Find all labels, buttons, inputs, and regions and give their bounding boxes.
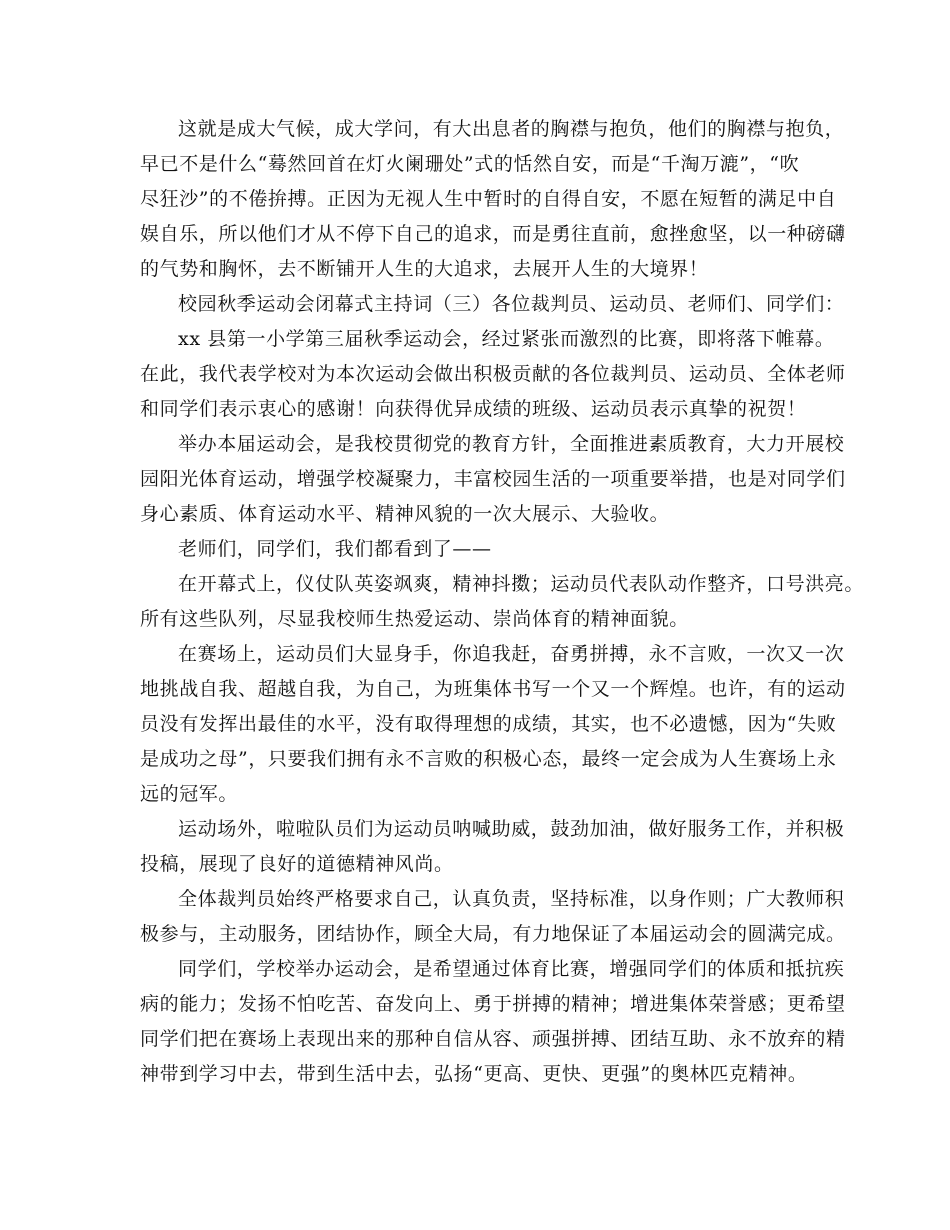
text-line: 在赛场上，运动员们大显身手，你追我赶，奋勇拼搏，永不言败，一次又一次 (178, 643, 845, 665)
paragraph-3 (140, 322, 846, 427)
text-line: 这就是成大气候，成大学问，有大出息者的胸襟与抱负，他们的胸襟与抱负， (178, 118, 845, 140)
text-line: 和同学们表示衷心的感谢！向获得优异成绩的班级、运动员表示真挚的祝贺！ (140, 398, 807, 420)
text-line: 同学们，学校举办运动会，是希望通过体育比赛，增强同学们的体质和抵抗疾 (178, 958, 845, 980)
text-line: 尽狂沙”的不倦拚搏。正因为无视人生中暂时的自得自安，不愿在短暂的满足中自 (140, 188, 837, 210)
text-line: 远的冠军。 (140, 783, 239, 805)
text-line: 员没有发挥出最佳的水平，没有取得理想的成绩，其实，也不必遗憾，因为“失败 (140, 713, 837, 735)
text-line: 早已不是什么“蓦然回首在灯火阑珊处”式的恬然自安，而是“千淘万漉”，“吹 (140, 153, 800, 175)
text-line: 校园秋季运动会闭幕式主持词（三）各位裁判员、运动员、老师们、同学们： (178, 293, 845, 315)
paragraph-8 (140, 812, 845, 882)
text-line: 运动场外，啦啦队员们为运动员呐喊助威，鼓劲加油，做好服务工作，并积极 (178, 818, 845, 840)
text-line: xx 县第一小学第三届秋季运动会，经过紧张而激烈的比赛，即将落下帷幕。 (178, 328, 835, 350)
text-line: 举办本届运动会，是我校贯彻党的教育方针，全面推进素质教育，大力开展校 (178, 433, 845, 455)
paragraph-2-heading (140, 287, 845, 322)
text-line: 是成功之母”，只要我们拥有永不言败的积极心态，最终一定会成为人生赛场上永 (140, 748, 837, 770)
paragraph-7 (140, 637, 846, 812)
text-line: 同学们把在赛场上表现出来的那种自信从容、顽强拼搏、团结互助、永不放弃的精 (140, 1028, 846, 1050)
text-line: 投稿，展现了良好的道德精神风尚。 (140, 853, 454, 875)
text-line: 园阳光体育运动，增强学校凝聚力，丰富校园生活的一项重要举措，也是对同学们 (140, 468, 846, 490)
text-line: 老师们，同学们，我们都看到了—— (178, 538, 492, 560)
text-line: 所有这些队列，尽显我校师生热爱运动、崇尚体育的精神面貌。 (140, 608, 689, 630)
text-line: 在开幕式上，仪仗队英姿飒爽，精神抖擞；运动员代表队动作整齐，口号洪亮。 (178, 573, 865, 595)
paragraph-10 (140, 952, 846, 1092)
text-line: 身心素质、体育运动水平、精神风貌的一次大展示、大验收。 (140, 503, 670, 525)
text-line: 全体裁判员始终严格要求自己，认真负责，坚持标准，以身作则；广大教师积 (178, 888, 845, 910)
text-line: 地挑战自我、超越自我，为自己，为班集体书写一个又一个辉煌。也许，有的运动 (140, 678, 846, 700)
document-body (140, 112, 865, 1092)
text-line: 娱自乐，所以他们才从不停下自己的追求，而是勇往直前，愈挫愈坚，以一种磅礴 (140, 223, 846, 245)
paragraph-9 (140, 882, 846, 952)
paragraph-1 (140, 112, 846, 287)
text-line: 极参与，主动服务，团结协作，顾全大局，有力地保证了本届运动会的圆满完成。 (140, 923, 846, 945)
text-line: 在此，我代表学校对为本次运动会做出积极贡献的各位裁判员、运动员、全体老师 (140, 363, 846, 385)
paragraph-6 (140, 567, 865, 637)
text-line: 神带到学习中去，带到生活中去，弘扬“更高、更快、更强”的奥林匹克精神。 (140, 1063, 808, 1085)
paragraph-4 (140, 427, 846, 532)
text-line: 的气势和胸怀，去不断铺开人生的大追求，去展开人生的大境界！ (140, 258, 709, 280)
paragraph-5 (140, 532, 810, 567)
text-line: 病的能力；发扬不怕吃苦、奋发向上、勇于拼搏的精神；增进集体荣誉感；更希望 (140, 993, 846, 1015)
